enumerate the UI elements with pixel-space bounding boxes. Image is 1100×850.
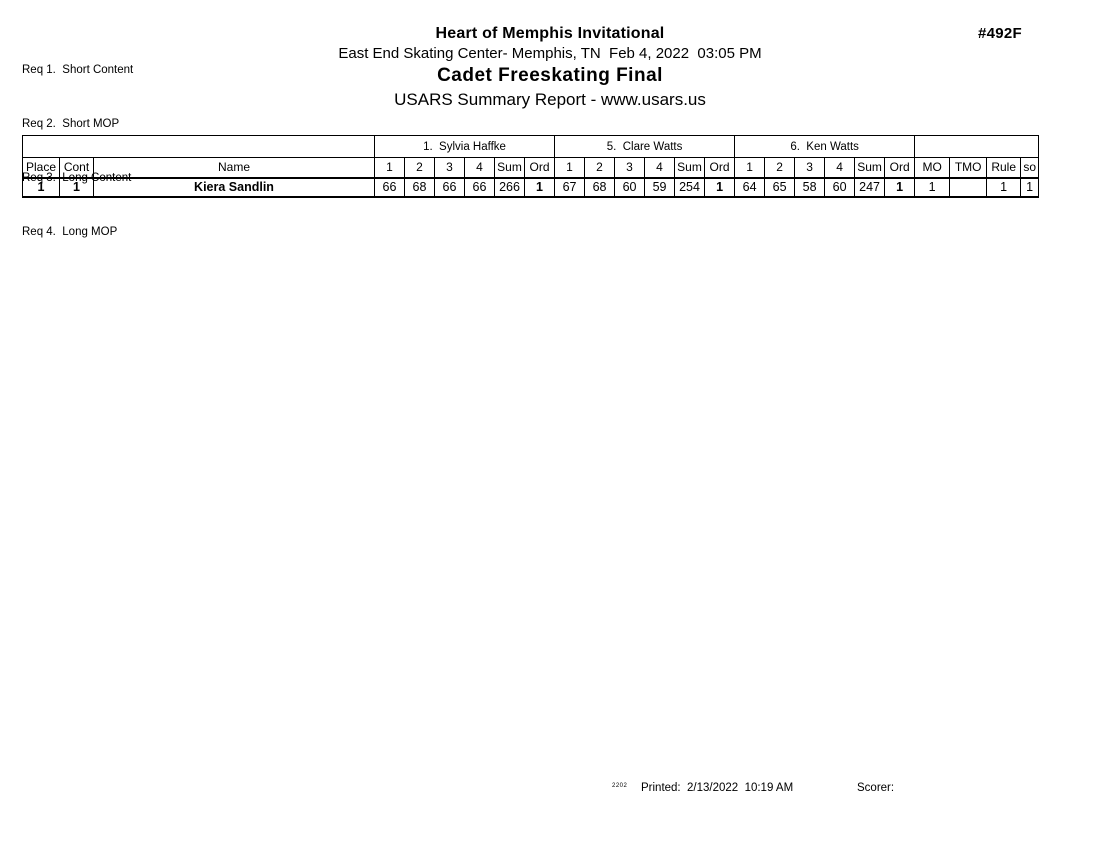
table-row xyxy=(23,178,1039,197)
col-j1-sum: Sum xyxy=(495,158,525,178)
report-type-line: USARS Summary Report - www.usars.us xyxy=(394,90,706,109)
cell-j3-s1: 64 xyxy=(735,178,765,197)
cell-j3-s3: 58 xyxy=(795,178,825,197)
col-cont: Cont xyxy=(60,158,94,178)
col-j1-s1: 1 xyxy=(375,158,405,178)
event-number: #492F xyxy=(977,25,1022,42)
col-name: Name xyxy=(94,158,375,178)
column-header-row xyxy=(23,158,1039,178)
cell-j1-ord: 1 xyxy=(525,178,555,197)
scorer-label: Scorer: xyxy=(857,782,895,794)
cell-j1-s1: 66 xyxy=(375,178,405,197)
version-mark: 2202 xyxy=(612,783,628,789)
cell-cont: 1 xyxy=(60,178,94,197)
cell-j2-s1: 67 xyxy=(555,178,585,197)
report-header xyxy=(0,24,1100,112)
col-place: Place xyxy=(23,158,60,178)
cell-j1-s4: 66 xyxy=(465,178,495,197)
cell-rule: 1 xyxy=(987,178,1021,197)
cell-j2-sum: 254 xyxy=(675,178,705,197)
col-rule: Rule xyxy=(987,158,1021,178)
cell-so: 1 xyxy=(1021,178,1039,197)
cell-tmo xyxy=(950,178,987,197)
competition-title: Heart of Memphis Invitational xyxy=(435,25,665,42)
results-table xyxy=(22,135,1039,198)
col-j3-s1: 1 xyxy=(735,158,765,178)
col-tmo: TMO xyxy=(950,158,987,178)
col-j1-s4: 4 xyxy=(465,158,495,178)
cell-j1-sum: 266 xyxy=(495,178,525,197)
req-item-4: Req 4. Long MOP xyxy=(22,226,118,238)
col-j1-s3: 3 xyxy=(435,158,465,178)
judge-2-header: 5. Clare Watts xyxy=(555,136,735,158)
cell-j1-s2: 68 xyxy=(405,178,435,197)
cell-place: 1 xyxy=(23,178,60,197)
col-j2-s1: 1 xyxy=(555,158,585,178)
col-j2-s2: 2 xyxy=(585,158,615,178)
printed-timestamp: Printed: 2/13/2022 10:19 AM xyxy=(641,782,794,794)
col-j1-ord: Ord xyxy=(525,158,555,178)
col-j3-ord: Ord xyxy=(885,158,915,178)
col-j3-s2: 2 xyxy=(765,158,795,178)
cell-j2-s3: 60 xyxy=(615,178,645,197)
group-spacer-left xyxy=(23,136,375,158)
col-j2-ord: Ord xyxy=(705,158,735,178)
cell-j3-s4: 60 xyxy=(825,178,855,197)
cell-mo: 1 xyxy=(915,178,950,197)
cell-j1-s3: 66 xyxy=(435,178,465,197)
col-j2-sum: Sum xyxy=(675,158,705,178)
judge-3-header: 6. Ken Watts xyxy=(735,136,915,158)
req-item-2: Req 2. Short MOP xyxy=(22,118,120,130)
group-spacer-right xyxy=(915,136,1039,158)
col-j3-s3: 3 xyxy=(795,158,825,178)
cell-j2-ord: 1 xyxy=(705,178,735,197)
judge-group-row xyxy=(23,136,1039,158)
col-mo: MO xyxy=(915,158,950,178)
col-j2-s4: 4 xyxy=(645,158,675,178)
judge-1-header: 1. Sylvia Haffke xyxy=(375,136,555,158)
event-title: Cadet Freeskating Final xyxy=(437,65,663,86)
cell-j3-sum: 247 xyxy=(855,178,885,197)
cell-j2-s4: 59 xyxy=(645,178,675,197)
col-j1-s2: 2 xyxy=(405,158,435,178)
cell-j3-s2: 65 xyxy=(765,178,795,197)
req-item-1: Req 1. Short Content xyxy=(22,64,134,76)
cell-j2-s2: 68 xyxy=(585,178,615,197)
cell-j3-ord: 1 xyxy=(885,178,915,197)
col-so: so xyxy=(1021,158,1039,178)
cell-skater-name: Kiera Sandlin xyxy=(94,178,375,197)
col-j3-sum: Sum xyxy=(855,158,885,178)
req-item-3: Req 3. Long Content xyxy=(22,172,132,184)
venue-date-line: East End Skating Center- Memphis, TN Feb 4, 2022 03:05 PM xyxy=(338,45,762,62)
col-j2-s3: 3 xyxy=(615,158,645,178)
col-j3-s4: 4 xyxy=(825,158,855,178)
